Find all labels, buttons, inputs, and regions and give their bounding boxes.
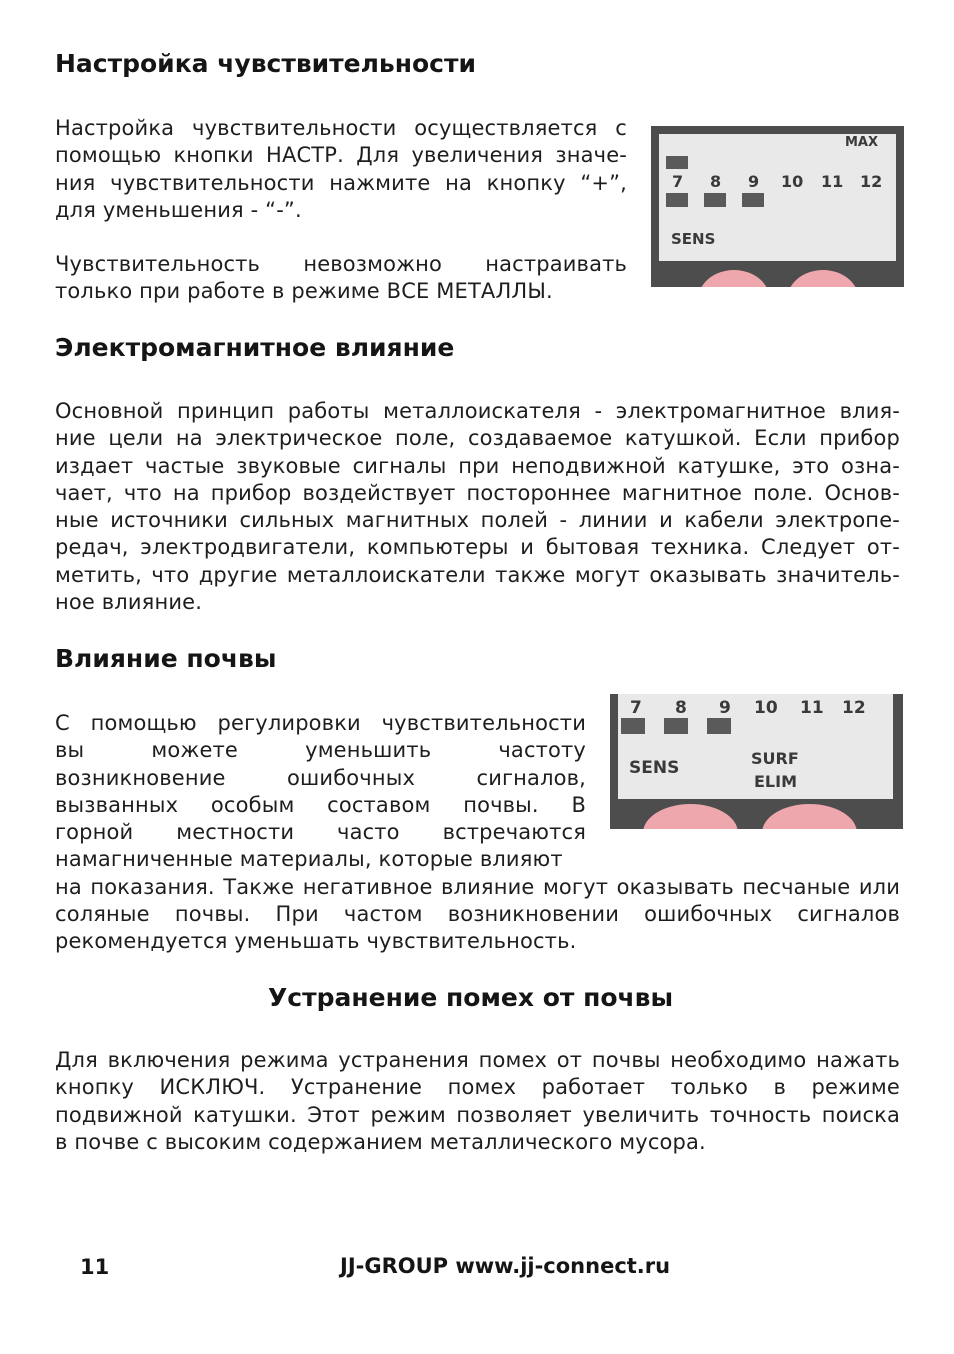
text-line: издает частые звуковые сигналы при неподвижной катушке, это озна- [55, 453, 900, 478]
sens-label: SENS [629, 758, 680, 778]
indicator-segment [742, 193, 764, 207]
elim-label: ELIM [754, 772, 797, 791]
surf-label: SURF [751, 749, 799, 768]
max-label: MAX [845, 135, 879, 150]
paragraph-sensitivity-1 [55, 115, 627, 224]
indicator-segment [704, 193, 726, 207]
sensitivity-display-figure [651, 126, 904, 287]
text-line: рекомендуется уменьшать чувствительность. [55, 929, 577, 954]
text-line: редач, электродвигатели, компьютеры и бытовая техника. Следует от- [55, 535, 900, 560]
indicator-segment [666, 156, 688, 169]
section-title-soil: Влияние почвы [55, 644, 277, 673]
text-line: ные источники сильных магнитных полей - линии и кабели электропе- [55, 508, 900, 533]
text-line: ние цели на электрическое поле, создаваемое катушкой. Если прибор [55, 426, 900, 451]
text-line: только при работе в режиме ВСЕ МЕТАЛЛЫ. [55, 279, 553, 304]
scale-number-11: 11 [800, 698, 824, 718]
text-line: Основной принцип работы металлоискателя - электромагнитное влия- [55, 399, 900, 423]
text-line: в почве с высоким содержанием металлического мусора. [55, 1129, 706, 1154]
indicator-segment [707, 718, 731, 734]
sens-label: SENS [671, 230, 716, 248]
text-line: намагниченные материалы, которые влияют [55, 847, 563, 872]
text-line: С помощью регулировки чувствительности [55, 711, 586, 735]
text-line: подвижной катушки. Этот режим позволяет увеличить точность поиска [55, 1102, 900, 1127]
text-line: Чувствительность невозможно настраивать [55, 252, 627, 276]
text-line: ния чувствительности нажмите на кнопку “+”, [55, 170, 627, 195]
indicator-segment [621, 718, 645, 734]
text-line: на показания. Также негативное влияние могут оказывать песчаные или [55, 874, 900, 899]
scale-number-12: 12 [842, 698, 866, 718]
text-line: помощью кнопки НАСТР. Для увеличения значе- [55, 143, 627, 168]
footer-brand: JJ-GROUP www.jj-connect.ru [340, 1254, 671, 1278]
scale-number-7: 7 [672, 172, 684, 191]
text-line: метить, что другие металлоискатели также могут оказывать значитель- [55, 562, 900, 587]
surf-elim-display-figure [610, 694, 903, 829]
scale-number-11: 11 [821, 172, 844, 191]
paragraph-sensitivity-2 [55, 251, 627, 306]
panel-frame-bottom [659, 261, 896, 287]
scale-number-8: 8 [710, 172, 722, 191]
text-line: вы можете уменьшить частоту [55, 738, 586, 763]
section-title-electromagnetic: Электромагнитное влияние [55, 333, 455, 362]
text-line: возникновение ошибочных сигналов, [55, 765, 586, 790]
indicator-segment [664, 718, 688, 734]
text-line: соляные почвы. При частом возникновении ошибочных сигналов [55, 902, 900, 927]
section-title-ground-elimination: Устранение помех от почвы [268, 983, 674, 1012]
scale-number-10: 10 [754, 698, 778, 718]
scale-number-10: 10 [781, 172, 804, 191]
paragraph-electromagnetic [55, 398, 900, 616]
text-line: ное влияние. [55, 590, 203, 615]
scale-number-8: 8 [675, 698, 687, 718]
text-line: Для включения режима устранения помех от почвы необходимо нажать [55, 1048, 900, 1072]
page-number: 11 [80, 1255, 110, 1279]
text-line: для уменьшения - “-”. [55, 197, 302, 222]
text-line: горной местности часто встречаются [55, 820, 586, 845]
scale-number-9: 9 [719, 698, 731, 718]
text-line: чает, что на прибор воздействует постороннее магнитное поле. Основ- [55, 480, 900, 505]
section-title-sensitivity: Настройка чувствительности [55, 49, 476, 78]
text-line: вызванных особым составом почвы. В [55, 792, 586, 817]
scale-number-9: 9 [748, 172, 760, 191]
indicator-segment [666, 193, 688, 207]
scale-number-7: 7 [630, 698, 642, 718]
scale-number-12: 12 [860, 172, 883, 191]
text-line: Настройка чувствительности осуществляется с [55, 116, 627, 140]
paragraph-ground-elimination [55, 1047, 900, 1156]
text-line: кнопку ИСКЛЮЧ. Устранение помех работает только в режиме [55, 1075, 900, 1100]
